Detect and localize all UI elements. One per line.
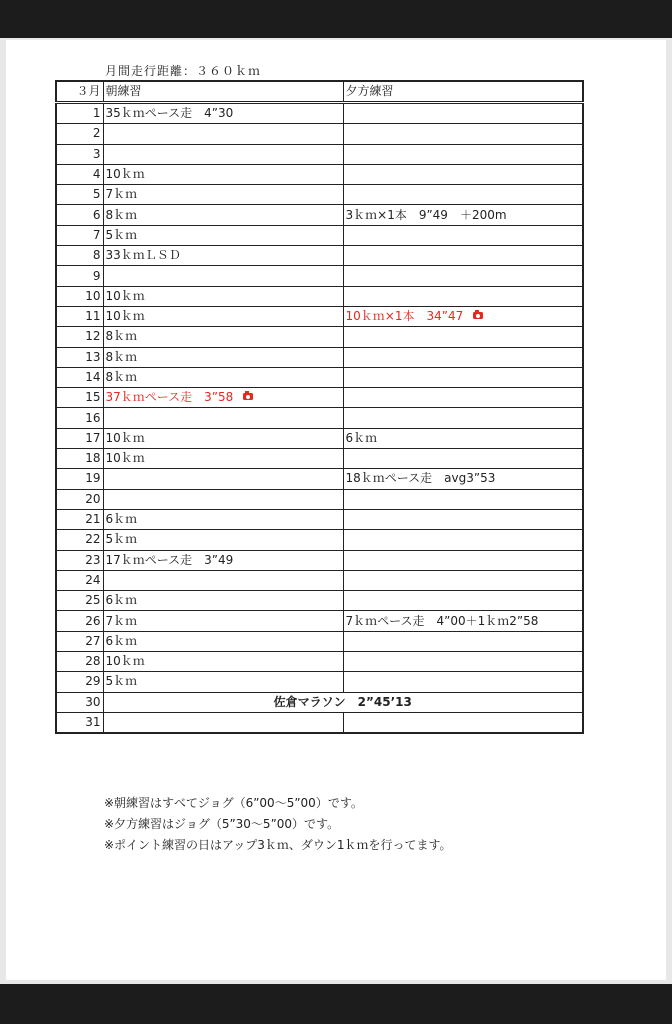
day-cell: 24 (56, 570, 103, 590)
evening-cell (343, 286, 583, 306)
table-row (56, 672, 583, 692)
day-cell: 5 (56, 185, 103, 205)
morning-cell: 17ｋｍペース走 3”49 (103, 550, 343, 570)
day-cell: 14 (56, 367, 103, 387)
day-cell: 6 (56, 205, 103, 225)
table-row (56, 144, 583, 164)
header-evening: 夕方練習 (343, 81, 583, 103)
day-cell: 22 (56, 530, 103, 550)
evening-cell (343, 591, 583, 611)
evening-cell (343, 347, 583, 367)
evening-cell (343, 489, 583, 509)
evening-cell (343, 266, 583, 286)
morning-cell (103, 124, 343, 144)
day-cell: 18 (56, 449, 103, 469)
table-row (56, 631, 583, 651)
evening-cell (343, 367, 583, 387)
evening-cell (343, 164, 583, 184)
morning-cell: 8ｋｍ (103, 205, 343, 225)
evening-cell (343, 225, 583, 245)
morning-cell: 10ｋｍ (103, 286, 343, 306)
table-row (56, 367, 583, 387)
day-cell: 21 (56, 509, 103, 529)
evening-cell (343, 652, 583, 672)
table-row (56, 286, 583, 306)
table-row (56, 185, 583, 205)
morning-cell (103, 489, 343, 509)
table-row (56, 652, 583, 672)
day-cell: 9 (56, 266, 103, 286)
table-row (56, 103, 583, 124)
table-row (56, 327, 583, 347)
day-cell: 12 (56, 327, 103, 347)
table-row (56, 489, 583, 509)
evening-cell (343, 124, 583, 144)
evening-cell (343, 327, 583, 347)
day-cell: 26 (56, 611, 103, 631)
day-cell: 30 (56, 692, 103, 712)
header-morning: 朝練習 (103, 81, 343, 103)
evening-cell (343, 185, 583, 205)
morning-cell: 10ｋｍ (103, 164, 343, 184)
evening-cell (343, 530, 583, 550)
day-cell: 23 (56, 550, 103, 570)
table-row (56, 449, 583, 469)
evening-cell-highlighted (343, 306, 583, 326)
morning-cell (103, 266, 343, 286)
table-row (56, 509, 583, 529)
day-cell: 7 (56, 225, 103, 245)
morning-cell: 6ｋｍ (103, 631, 343, 651)
evening-cell (343, 103, 583, 124)
day-cell: 4 (56, 164, 103, 184)
morning-cell: 5ｋｍ (103, 225, 343, 245)
camera-icon[interactable] (473, 312, 483, 319)
day-cell: 25 (56, 591, 103, 611)
day-cell: 17 (56, 428, 103, 448)
table-row (56, 164, 583, 184)
morning-cell: 8ｋｍ (103, 347, 343, 367)
morning-cell (103, 712, 343, 733)
evening-cell (343, 509, 583, 529)
table-header-row (56, 81, 583, 103)
table-row (56, 246, 583, 266)
table-row (56, 388, 583, 408)
morning-cell (103, 469, 343, 489)
table-row (56, 306, 583, 326)
monthly-distance-summary: 月間走行距離：３６０ｋｍ (105, 64, 262, 78)
evening-cell (343, 550, 583, 570)
morning-cell: 8ｋｍ (103, 327, 343, 347)
evening-cell (343, 144, 583, 164)
evening-text: 10ｋｍ×1本 34”47 (345, 309, 464, 324)
day-cell: 13 (56, 347, 103, 367)
evening-cell: 18ｋｍペース走 avg3”53 (343, 469, 583, 489)
evening-cell (343, 570, 583, 590)
training-log-table (55, 80, 584, 734)
table-row (56, 712, 583, 733)
day-cell: 19 (56, 469, 103, 489)
morning-cell: 10ｋｍ (103, 306, 343, 326)
day-cell: 10 (56, 286, 103, 306)
day-cell: 29 (56, 672, 103, 692)
evening-cell (343, 449, 583, 469)
day-cell: 16 (56, 408, 103, 428)
viewer-top-bar (0, 0, 672, 38)
day-cell: 8 (56, 246, 103, 266)
morning-cell: 6ｋｍ (103, 509, 343, 529)
evening-cell (343, 246, 583, 266)
training-notes (104, 793, 452, 856)
evening-cell: 3ｋｍ×1本 9”49 ＋200m (343, 205, 583, 225)
morning-cell: 5ｋｍ (103, 530, 343, 550)
morning-cell: 8ｋｍ (103, 367, 343, 387)
table-row (56, 469, 583, 489)
table-row (56, 124, 583, 144)
evening-cell (343, 388, 583, 408)
morning-cell: 35ｋｍペース走 4”30 (103, 103, 343, 124)
table-row (56, 266, 583, 286)
camera-icon[interactable] (243, 393, 253, 400)
table-row-event (56, 692, 583, 712)
table-row (56, 347, 583, 367)
day-cell: 27 (56, 631, 103, 651)
evening-cell (343, 408, 583, 428)
note-point-practice: ※ポイント練習の日はアップ3ｋｍ、ダウン1ｋｍを行ってます。 (104, 838, 452, 852)
table-row (56, 550, 583, 570)
morning-cell-highlighted (103, 388, 343, 408)
morning-text: 37ｋｍペース走 3”58 (105, 390, 234, 405)
morning-cell (103, 570, 343, 590)
table-row (56, 570, 583, 590)
table-row (56, 408, 583, 428)
table-row (56, 591, 583, 611)
day-cell: 1 (56, 103, 103, 124)
morning-cell: 10ｋｍ (103, 428, 343, 448)
header-month: ３月 (56, 81, 103, 103)
marathon-event-cell: 佐倉マラソン 2”45’13 (103, 692, 583, 712)
table-row (56, 611, 583, 631)
table-row (56, 428, 583, 448)
morning-cell: 7ｋｍ (103, 185, 343, 205)
day-cell: 3 (56, 144, 103, 164)
day-cell: 20 (56, 489, 103, 509)
table-row (56, 225, 583, 245)
morning-cell: 7ｋｍ (103, 611, 343, 631)
morning-cell: 10ｋｍ (103, 449, 343, 469)
evening-cell (343, 712, 583, 733)
evening-cell: 7ｋｍペース走 4”00＋1ｋｍ2”58 (343, 611, 583, 631)
evening-cell (343, 672, 583, 692)
morning-cell: 6ｋｍ (103, 591, 343, 611)
table-row (56, 530, 583, 550)
viewer-bottom-bar (0, 984, 672, 1024)
morning-cell: 33ｋｍＬＳＤ (103, 246, 343, 266)
morning-cell: 5ｋｍ (103, 672, 343, 692)
morning-cell: 10ｋｍ (103, 652, 343, 672)
day-cell: 2 (56, 124, 103, 144)
note-evening: ※夕方練習はジョグ（5”30～5”00）です。 (104, 817, 340, 831)
note-morning: ※朝練習はすべてジョグ（6”00～5”00）です。 (104, 796, 363, 810)
evening-cell (343, 631, 583, 651)
day-cell: 31 (56, 712, 103, 733)
morning-cell (103, 144, 343, 164)
day-cell: 28 (56, 652, 103, 672)
day-cell: 15 (56, 388, 103, 408)
morning-cell (103, 408, 343, 428)
day-cell: 11 (56, 306, 103, 326)
table-row (56, 205, 583, 225)
evening-cell: 6ｋｍ (343, 428, 583, 448)
